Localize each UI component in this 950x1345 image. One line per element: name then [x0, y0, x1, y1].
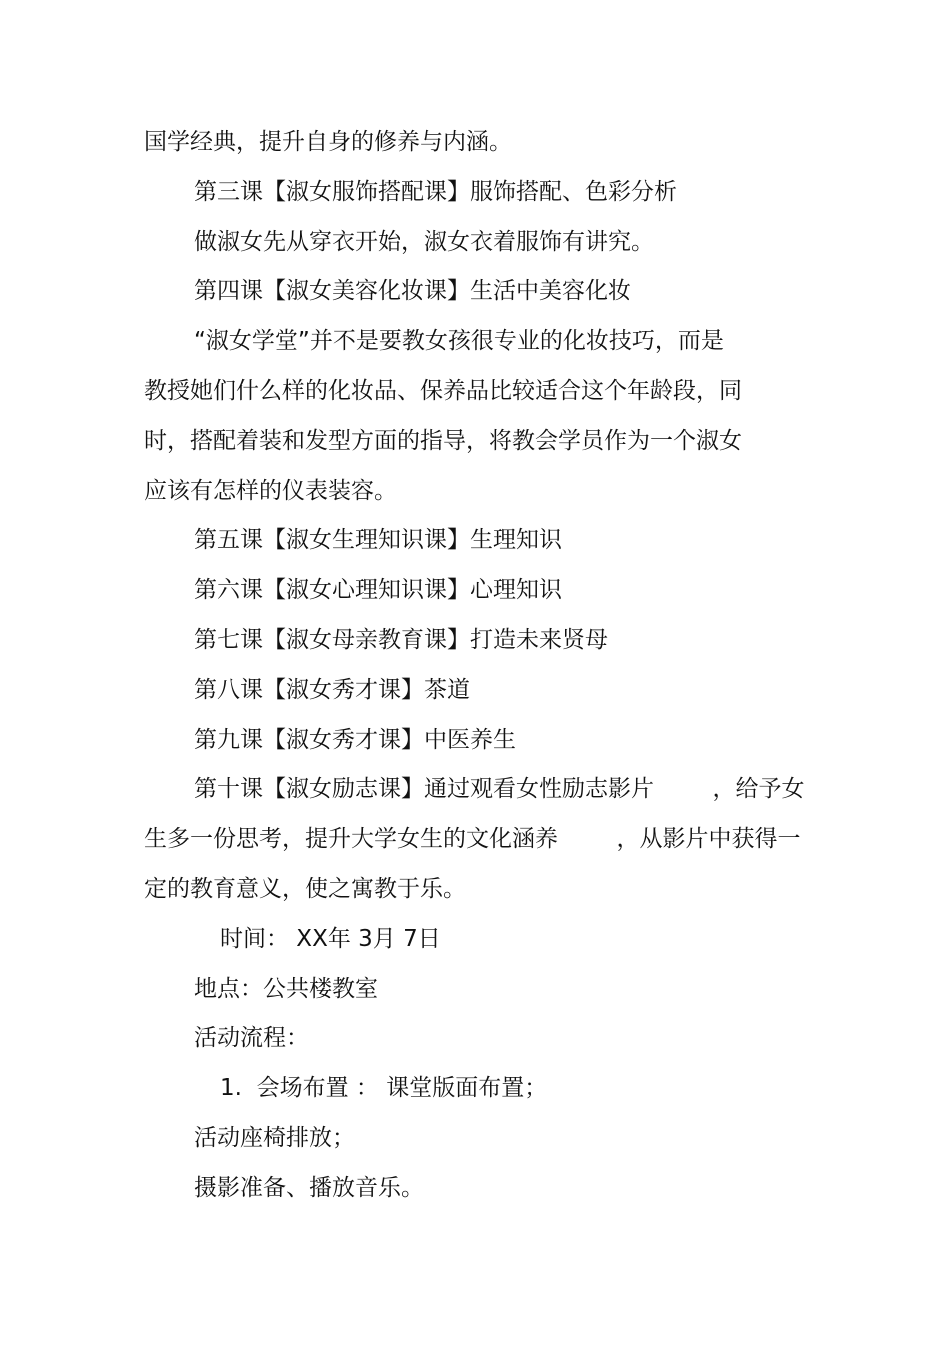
- text-line: 做淑女先从穿衣开始，淑女衣着服饰有讲究。: [194, 229, 654, 255]
- text-line: 第三课【淑女服饰搭配课】服饰搭配、色彩分析: [194, 179, 677, 205]
- text-line: 第六课【淑女心理知识课】心理知识: [194, 577, 562, 603]
- text-line: 摄影准备、播放音乐。: [194, 1175, 424, 1201]
- text-line: 国学经典，提升自身的修养与内涵。: [144, 129, 512, 155]
- text-line: 生多一份思考，提升大学女生的文化涵养 ，从影片中获得一: [144, 826, 801, 852]
- text-line: 第四课【淑女美容化妆课】生活中美容化妆: [194, 278, 631, 304]
- text-line: “淑女学堂”并不是要教女孩很专业的化妆技巧，而是: [194, 328, 724, 354]
- text-line: 地点：公共楼教室: [194, 976, 378, 1002]
- text-line: 1. 会场布置 ： 课堂版面布置；: [220, 1075, 548, 1101]
- text-line: 第九课【淑女秀才课】中医养生: [194, 727, 516, 753]
- text-line: 第八课【淑女秀才课】茶道: [194, 677, 470, 703]
- text-line: 第七课【淑女母亲教育课】打造未来贤母: [194, 627, 608, 653]
- text-line: 时，搭配着装和发型方面的指导，将教会学员作为一个淑女: [144, 428, 742, 454]
- text-line: 定的教育意义，使之寓教于乐。: [144, 876, 466, 902]
- text-line: 第十课【淑女励志课】通过观看女性励志影片 ，给予女: [194, 776, 805, 802]
- text-line: 活动流程：: [194, 1025, 309, 1051]
- text-line: 第五课【淑女生理知识课】生理知识: [194, 527, 562, 553]
- text-line: 应该有怎样的仪表装容。: [144, 478, 397, 504]
- text-line: 时间： XX年 3月 7日: [220, 926, 441, 952]
- text-line: 活动座椅排放；: [194, 1125, 355, 1151]
- text-line: 教授她们什么样的化妆品、保养品比较适合这个年龄段，同: [144, 378, 742, 404]
